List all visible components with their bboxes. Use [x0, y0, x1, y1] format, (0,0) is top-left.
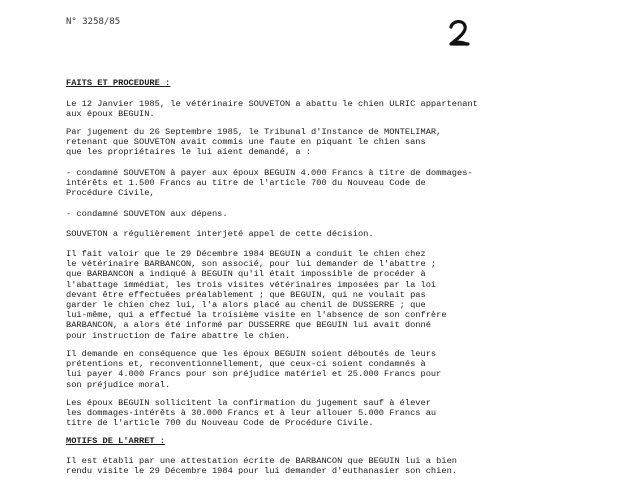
paragraph-1: Le 12 Janvier 1985, le vétérinaire SOUVETON a abattu le chien ULRIC appartenant aux époux BEGUIN.	[66, 99, 478, 120]
motifs-heading: MOTIFS DE L'ARRET :	[66, 436, 166, 446]
paragraph-2: Par jugement du 26 Septembre 1985, le Tribunal d'Instance de MONTELIMAR, retenant que SOUVETON avait commis une faute en piquant le chien sans que les propriétaires le lui aient demandé, a :	[66, 127, 442, 158]
paragraph-9: Il est établi par une attestation écrite de BARBANCON que BEGUIN lui a bien rendu visite le 29 Décembre 1984 pour lui demander d'euthanasier son chien.	[66, 456, 458, 477]
paragraph-4: - condamné SOUVETON aux dépens.	[66, 209, 228, 219]
paragraph-8: Les époux BEGUIN sollicitent la confirmation du jugement sauf à élever les dommages-intérêts à 30.000 Francs et à leur allouer 5.000 Francs au titre de l'article 700 du Nouveau Code de Procédure Civile.	[66, 398, 437, 429]
case-reference: N° 3258/85	[66, 17, 121, 27]
paragraph-7: Il demande en conséquence que les époux BEGUIN soient déboutés de leurs prétentions et, reconventionnellement, que ceux-ci soient condamnés à lui payer 4.000 Francs pour son préjudice matériel et 25.000 Francs pour son préjudice moral.	[66, 349, 442, 390]
handwritten-page-number	[446, 18, 472, 48]
paragraph-5: SOUVETON a régulièrement interjeté appel de cette décision.	[66, 229, 374, 239]
paragraph-3: - condamné SOUVETON à payer aux époux BEGUIN 4.000 Francs à titre de dommages- intérêts et 1.500 Francs au titre de l'article 700 du Nouveau Code de Procédure Civile,	[66, 168, 473, 199]
paragraph-6: Il fait valoir que le 29 Décembre 1984 BEGUIN a conduit le chien chez le vétérinaire BARBANCON, son associé, pour lui demander de l'abattre ; que BARBANCON a indiqué à BEGUIN qu'il était impossible de procéder à l'abattage immédiat, les trois visites vétérinaires imposées par la loi devant être effectuées préalablement ; que BEGUIN, qui ne voulait pas garder le chien chez lui, l'a alors placé au chenil de DUSSERRE ; que lui-même, qui a effectué la troisième visite en l'absence de son confrère BARBANCON, a alors été informé par DUSSERRE que BEGUIN lui avait donné pour instruction de faire abattre le chien.	[66, 249, 447, 341]
faits-heading: FAITS ET PROCEDURE :	[66, 78, 171, 88]
